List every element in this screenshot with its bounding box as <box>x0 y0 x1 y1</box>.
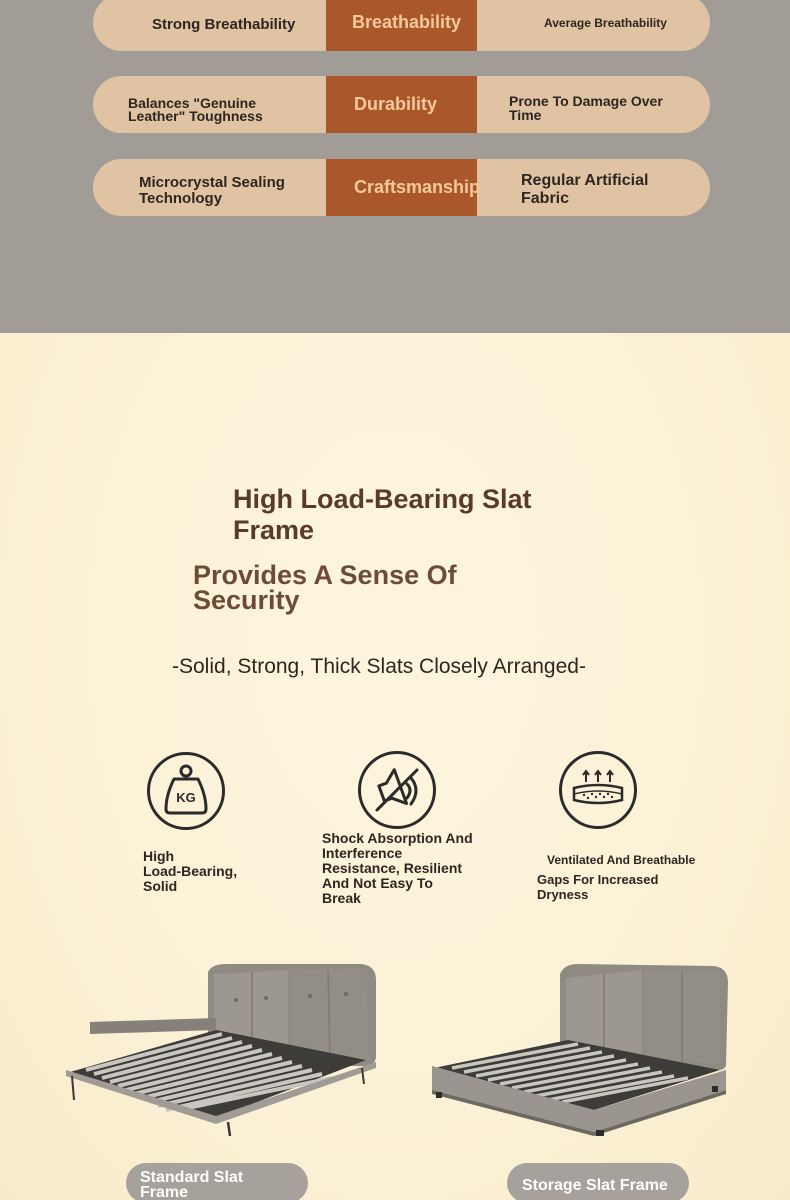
section-tagline-line2: Security <box>193 585 300 615</box>
comparison-left-text-line1: Microcrystal Sealing <box>139 174 285 191</box>
comparison-left-text-line1: Balances "Genuine <box>128 95 257 111</box>
feature-text-line: Shock Absorption And <box>322 830 473 846</box>
feature-text-line: Dryness <box>537 887 589 902</box>
feature-text-line: Gaps For Increased <box>537 872 659 887</box>
comparison-left-text: Strong Breathability <box>152 16 296 33</box>
kg-label: KG <box>176 790 196 805</box>
section-subtitle: -Solid, Strong, Thick Slats Closely Arranged- <box>172 655 586 678</box>
comparison-attribute-cell <box>326 76 477 133</box>
section-tagline-line1: Provides A Sense Of <box>193 560 457 590</box>
bed-label-line1: Standard Slat <box>140 1169 244 1186</box>
comparison-right-text-line2: Fabric <box>521 190 570 207</box>
comparison-left-cell <box>93 76 326 133</box>
feature-load-bearing-text <box>143 849 237 894</box>
comparison-right-cell <box>477 0 710 51</box>
comparison-attribute-label: Durability <box>354 94 438 114</box>
feature-text-line: Interference <box>322 845 403 861</box>
comparison-row-breathability <box>93 0 710 51</box>
comparison-right-cell <box>477 76 710 133</box>
feature-text-line: Load-Bearing, <box>143 863 238 879</box>
section-title <box>233 484 573 546</box>
comparison-left-text-line2: Leather" Toughness <box>128 108 263 124</box>
feature-text-line: And Not Easy To <box>322 875 433 891</box>
feature-text-line: High <box>143 848 175 864</box>
standard-slat-bed-image <box>66 960 380 1138</box>
bed-label-line2: Frame <box>140 1184 189 1200</box>
feature-text-line: Solid <box>143 878 178 894</box>
section-tagline <box>193 560 573 615</box>
comparison-right-text: Average Breathability <box>544 16 667 30</box>
feature-text-line: Resistance, Resilient <box>322 860 463 876</box>
comparison-attribute-label: Breathability <box>352 12 462 32</box>
mute-sound-icon <box>358 751 436 829</box>
kg-weight-icon <box>147 752 225 830</box>
comparison-left-cell <box>93 159 326 216</box>
comparison-attribute-cell <box>326 159 481 216</box>
comparison-right-text-line2: Time <box>509 107 542 123</box>
breathable-mattress-icon <box>559 751 637 829</box>
comparison-right-text-line1: Regular Artificial <box>521 172 649 189</box>
comparison-row-craftsmanship <box>93 159 710 216</box>
storage-slat-frame-label <box>507 1163 689 1200</box>
comparison-right-cell <box>477 159 710 216</box>
comparison-attribute-cell <box>326 0 477 51</box>
feature-text-line: Break <box>322 890 361 906</box>
comparison-section <box>0 0 790 333</box>
bed-label-text: Storage Slat Frame <box>522 1177 668 1194</box>
section-title-line1: High Load-Bearing Slat <box>233 484 532 514</box>
comparison-attribute-label: Craftsmanship <box>354 177 481 197</box>
comparison-left-text-line2: Technology <box>139 190 223 207</box>
comparison-right-text-line1: Prone To Damage Over <box>509 93 663 109</box>
comparison-row-durability <box>93 76 710 133</box>
section-title-line2: Frame <box>233 515 315 545</box>
standard-slat-frame-label <box>126 1163 308 1200</box>
storage-slat-bed-image <box>428 960 732 1138</box>
feature-breathable-text <box>537 872 658 902</box>
feature-breathable-line1: Ventilated And Breathable <box>547 853 696 867</box>
feature-shock-absorption-text <box>322 831 473 906</box>
comparison-left-cell <box>93 0 326 51</box>
